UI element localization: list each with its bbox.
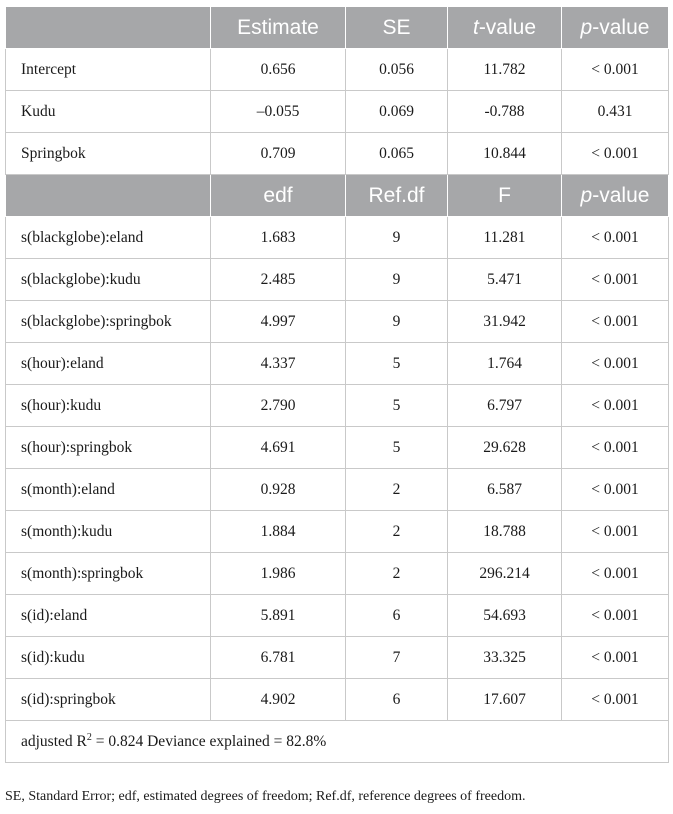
table-row [6,49,669,91]
row-label: Kudu [6,91,211,133]
cell-f: 1.764 [448,343,562,385]
header-corner [6,7,211,49]
cell-f: 54.693 [448,595,562,637]
cell-p-value: < 0.001 [562,511,669,553]
cell-f: 6.797 [448,385,562,427]
cell-p-value: < 0.001 [562,637,669,679]
cell-edf: 6.781 [211,637,346,679]
cell-estimate: –0.055 [211,91,346,133]
cell-ref-df: 6 [346,679,448,721]
cell-p-value: < 0.001 [562,553,669,595]
cell-edf: 2.485 [211,259,346,301]
cell-p-value: < 0.001 [562,301,669,343]
header-estimate: Estimate [211,7,346,49]
results-table [5,6,669,763]
header-p-rest: -value [592,183,650,207]
header-corner [6,175,211,217]
cell-ref-df: 9 [346,259,448,301]
cell-ref-df: 9 [346,301,448,343]
cell-se: 0.056 [346,49,448,91]
cell-edf: 4.691 [211,427,346,469]
row-label: s(id):kudu [6,637,211,679]
table-row [6,427,669,469]
cell-edf: 4.902 [211,679,346,721]
header-p-value [562,7,669,49]
cell-edf: 0.928 [211,469,346,511]
summary-superscript: 2 [86,731,92,743]
row-label: s(hour):kudu [6,385,211,427]
cell-p-value: < 0.001 [562,259,669,301]
table-body [6,7,669,763]
row-label: s(hour):eland [6,343,211,385]
row-label: s(month):eland [6,469,211,511]
cell-ref-df: 7 [346,637,448,679]
header-se: SE [346,7,448,49]
table-footnote: SE, Standard Error; edf, estimated degrees of freedom; Ref.df, reference degrees of freedom. [5,789,526,804]
row-label: s(blackglobe):springbok [6,301,211,343]
cell-estimate: 0.656 [211,49,346,91]
table-row [6,637,669,679]
table-row [6,217,669,259]
cell-ref-df: 5 [346,427,448,469]
cell-ref-df: 5 [346,343,448,385]
table-row [6,679,669,721]
cell-p-value: < 0.001 [562,469,669,511]
cell-f: 296.214 [448,553,562,595]
cell-f: 6.587 [448,469,562,511]
row-label: Intercept [6,49,211,91]
row-label: s(blackglobe):eland [6,217,211,259]
cell-t-value: 11.782 [448,49,562,91]
cell-ref-df: 9 [346,217,448,259]
cell-p-value: 0.431 [562,91,669,133]
row-label: s(blackglobe):kudu [6,259,211,301]
cell-p-value: < 0.001 [562,49,669,91]
cell-ref-df: 5 [346,385,448,427]
cell-p-value: < 0.001 [562,427,669,469]
summary-row [6,721,669,763]
header-edf: edf [211,175,346,217]
cell-p-value: < 0.001 [562,679,669,721]
cell-f: 11.281 [448,217,562,259]
header-p-italic: p [580,15,593,39]
table-row [6,259,669,301]
cell-f: 33.325 [448,637,562,679]
table-row [6,91,669,133]
row-label: s(id):springbok [6,679,211,721]
row-label: s(hour):springbok [6,427,211,469]
table-row [6,469,669,511]
cell-edf: 4.997 [211,301,346,343]
row-label: Springbok [6,133,211,175]
header-t-rest: -value [478,15,537,39]
cell-edf: 1.683 [211,217,346,259]
table-row [6,595,669,637]
table-row [6,385,669,427]
cell-se: 0.069 [346,91,448,133]
table-row [6,133,669,175]
header-p-value [562,175,669,217]
cell-t-value: -0.788 [448,91,562,133]
cell-se: 0.065 [346,133,448,175]
cell-p-value: < 0.001 [562,385,669,427]
header-t-italic: t [472,15,479,39]
cell-t-value: 10.844 [448,133,562,175]
cell-ref-df: 2 [346,469,448,511]
table-row [6,301,669,343]
cell-edf: 5.891 [211,595,346,637]
cell-f: 31.942 [448,301,562,343]
header-f: F [448,175,562,217]
cell-ref-df: 6 [346,595,448,637]
summary-part1: adjusted R [21,732,87,750]
cell-edf: 4.337 [211,343,346,385]
cell-p-value: < 0.001 [562,217,669,259]
cell-p-value: < 0.001 [562,133,669,175]
table-row [6,553,669,595]
cell-edf: 1.986 [211,553,346,595]
row-label: s(month):springbok [6,553,211,595]
summary-part2: = 0.824 Deviance explained = 82.8% [91,732,327,750]
cell-ref-df: 2 [346,553,448,595]
header-ref-df: Ref.df [346,175,448,217]
model-summary [6,721,669,763]
cell-f: 18.788 [448,511,562,553]
header-t-value [448,7,562,49]
cell-f: 17.607 [448,679,562,721]
cell-edf: 2.790 [211,385,346,427]
header-row-fixed-effects [6,7,669,49]
row-label: s(month):kudu [6,511,211,553]
cell-estimate: 0.709 [211,133,346,175]
header-p-rest: -value [592,15,650,39]
table-row [6,511,669,553]
cell-ref-df: 2 [346,511,448,553]
cell-p-value: < 0.001 [562,595,669,637]
cell-p-value: < 0.001 [562,343,669,385]
row-label: s(id):eland [6,595,211,637]
table-row [6,343,669,385]
cell-edf: 1.884 [211,511,346,553]
cell-f: 5.471 [448,259,562,301]
cell-f: 29.628 [448,427,562,469]
header-p-italic: p [580,183,593,207]
header-row-smooth-terms [6,175,669,217]
